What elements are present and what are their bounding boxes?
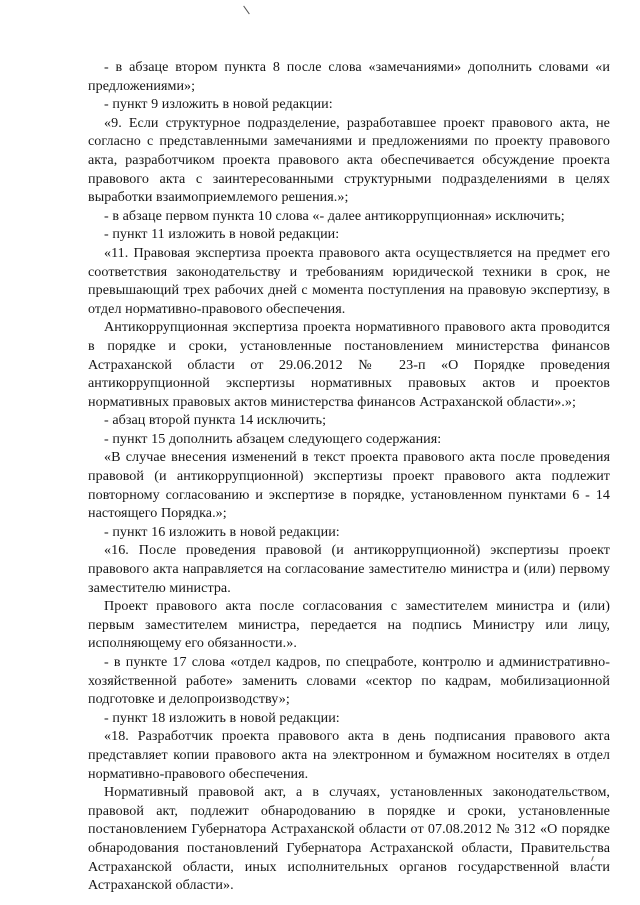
- scan-mark: [243, 6, 250, 15]
- paragraph: - пункт 18 изложить в новой редакции:: [104, 709, 340, 726]
- paragraph: - абзац второй пункта 14 исключить;: [104, 412, 327, 429]
- paragraph: «9. Если структурное подразделение, разработавшее проект правового акта, не согласно с представленными замечаниями и предложениями по проекту правового акта, разработчиком проекта правового акта обеспечивается обсуждение проекта правового акта с заинтересованными структурными подразделениями в целях выработки взаимоприемлемого решения.»;: [88, 114, 610, 206]
- paragraph: «16. После проведения правовой (и антикоррупционной) экспертизы проект правового акта направляется на согласование заместителю министра и (или) первому заместителю министра.: [88, 542, 610, 596]
- paragraph: «18. Разработчик проекта правового акта в день подписания правового акта представляет копии правового акта на электронном и бумажном носителях в отдел нормативно-правового обеспечения.: [88, 728, 610, 782]
- paragraph: - пункт 15 дополнить абзацем следующего содержания:: [104, 430, 442, 447]
- paragraph: Нормативный правовой акт, а в случаях, установленных законодательством, правовой акт, подлежит обнародованию в порядке и сроки, установленные постановлением Губернатора Астраханской области от 07.08.2012 № 312 «О порядке обнародования постановлений Губернатора Астраханской области, Правительства Астраханской области, иных исполнительных органов государственной власти Астраханской области».: [88, 784, 610, 894]
- paragraph: - пункт 11 изложить в новой редакции:: [104, 226, 340, 243]
- document-body: [88, 58, 610, 895]
- paragraph: - в абзаце первом пункта 10 слова «- далее антикоррупционная» исключить;: [104, 207, 565, 224]
- paragraph: - в абзаце втором пункта 8 после слова «замечаниями» дополнить словами «и предложениями»;: [88, 59, 610, 94]
- paragraph: Проект правового акта после согласования с заместителем министра и (или) первым заместителем министра, передается на подпись Министру или лицу, исполняющему его обязанности.».: [88, 598, 610, 652]
- paragraph: - в пункте 17 слова «отдел кадров, по спецработе, контролю и административно-хозяйственной работе» заменить словами «сектор по кадрам, мобилизационной подготовке и делопроизводству»;: [88, 654, 610, 708]
- paragraph: «11. Правовая экспертиза проекта правового акта осуществляется на предмет его соответствия законодательству и требованиям юридической техники в срок, не превышающий трех рабочих дней с момента поступления на правовую экспертизу, в отдел нормативно-правового обеспечения.: [88, 244, 610, 317]
- paragraph: - пункт 16 изложить в новой редакции:: [104, 523, 340, 540]
- paragraph: Антикоррупционная экспертиза проекта нормативного правового акта проводится в порядке и сроки, установленные постановлением министерства финансов Астраханской области от 29.06.2012 № 23-п «О Порядке проведения антикоррупционной экспертизы нормативных правовых актов и проектов нормативных правовых актов министерства финансов Астраханской области».»;: [88, 319, 610, 410]
- paragraph: «В случае внесения изменений в текст проекта правового акта после проведения правовой (и антикоррупционной) экспертизы проект правового акта подлежит повторному согласованию и экспертизе в порядке, установленном пунктами 6 - 14 настоящего Порядка.»;: [88, 449, 610, 522]
- paragraph: - пункт 9 изложить в новой редакции:: [104, 96, 333, 113]
